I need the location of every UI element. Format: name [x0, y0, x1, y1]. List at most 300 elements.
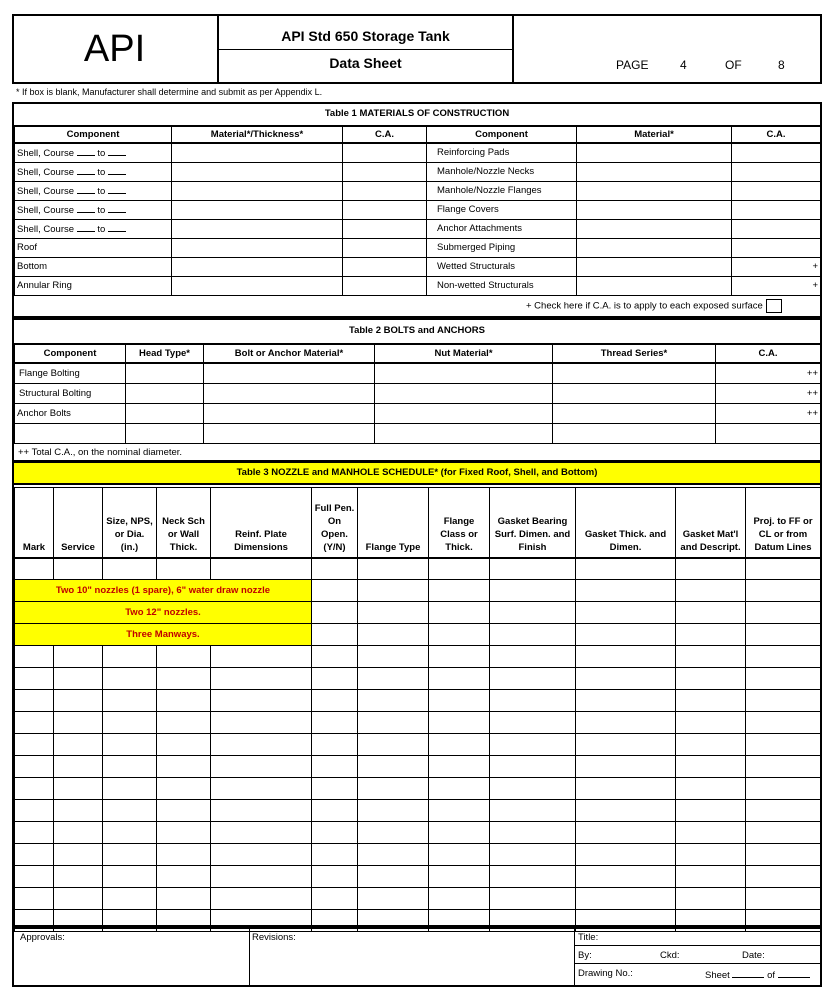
input-cell[interactable] — [490, 602, 576, 624]
input-cell[interactable] — [211, 844, 312, 866]
input-cell[interactable] — [312, 822, 358, 844]
input-cell[interactable] — [676, 844, 746, 866]
input-cell[interactable] — [746, 580, 821, 602]
nozzle-schedule-table — [14, 487, 821, 932]
input-cell[interactable] — [312, 756, 358, 778]
input-cell[interactable] — [676, 822, 746, 844]
table-row — [15, 624, 821, 646]
plus-mark[interactable]: + — [732, 257, 821, 276]
input-cell[interactable] — [553, 423, 716, 443]
input-cell[interactable] — [732, 143, 821, 162]
input-cell[interactable] — [746, 756, 821, 778]
plusplus-mark[interactable]: ++ — [716, 403, 821, 423]
input-cell[interactable] — [429, 888, 490, 910]
ca-checkbox[interactable] — [766, 299, 782, 313]
sheet-field — [705, 968, 810, 981]
row-label: Anchor Attachments — [427, 219, 577, 238]
input-cell[interactable] — [312, 602, 358, 624]
input-cell[interactable] — [211, 668, 312, 690]
input-cell[interactable] — [676, 712, 746, 734]
input-cell[interactable] — [172, 143, 343, 162]
input-cell[interactable] — [103, 558, 157, 580]
date-label: Date: — [742, 950, 765, 961]
input-cell[interactable] — [358, 822, 429, 844]
input-cell[interactable] — [157, 668, 211, 690]
input-cell[interactable] — [15, 778, 54, 800]
ckd-label: Ckd: — [660, 950, 680, 961]
input-cell[interactable] — [211, 866, 312, 888]
input-cell[interactable] — [15, 646, 54, 668]
input-cell[interactable] — [746, 778, 821, 800]
input-cell[interactable] — [312, 778, 358, 800]
input-cell[interactable] — [15, 712, 54, 734]
input-cell[interactable] — [157, 756, 211, 778]
input-cell[interactable] — [490, 558, 576, 580]
col-projection: Proj. to FF or CL or from Datum Lines — [746, 488, 821, 558]
col-thread-series: Thread Series* — [553, 344, 716, 363]
input-cell[interactable] — [15, 423, 126, 443]
input-cell[interactable] — [490, 822, 576, 844]
table1-title: Table 1 MATERIALS OF CONSTRUCTION — [324, 108, 510, 119]
input-cell[interactable] — [211, 822, 312, 844]
of-label: of — [767, 970, 776, 981]
input-cell[interactable] — [172, 238, 343, 257]
input-cell[interactable] — [204, 423, 375, 443]
sheet-title-line1: API Std 650 Storage Tank — [281, 28, 450, 44]
input-cell[interactable] — [54, 822, 103, 844]
input-cell[interactable] — [15, 800, 54, 822]
input-cell[interactable] — [343, 276, 427, 295]
input-cell[interactable] — [490, 778, 576, 800]
col-gasket-matl: Gasket Mat'l and Descript. — [676, 488, 746, 558]
input-cell[interactable] — [576, 756, 676, 778]
input-cell[interactable] — [103, 822, 157, 844]
input-cell[interactable] — [746, 558, 821, 580]
input-cell[interactable] — [429, 844, 490, 866]
input-cell[interactable] — [490, 866, 576, 888]
input-cell[interactable] — [746, 844, 821, 866]
input-cell[interactable] — [576, 844, 676, 866]
input-cell[interactable] — [54, 668, 103, 690]
row-label: Shell, Course to — [15, 219, 172, 238]
input-cell[interactable] — [358, 712, 429, 734]
input-cell[interactable] — [157, 844, 211, 866]
input-cell[interactable] — [746, 690, 821, 712]
input-cell[interactable] — [103, 646, 157, 668]
footer-divider — [574, 927, 575, 987]
input-cell[interactable] — [429, 734, 490, 756]
input-cell[interactable] — [358, 866, 429, 888]
input-cell[interactable] — [211, 800, 312, 822]
table-row — [15, 800, 821, 822]
input-cell[interactable] — [490, 800, 576, 822]
input-cell[interactable] — [211, 690, 312, 712]
col-gasket-bearing: Gasket Bearing Surf. Dimen. and Finish — [490, 488, 576, 558]
input-cell[interactable] — [103, 844, 157, 866]
input-cell[interactable] — [375, 403, 553, 423]
table2-footnote: ++ Total C.A., on the nominal diameter. — [18, 447, 183, 458]
input-cell[interactable] — [676, 602, 746, 624]
input-cell[interactable] — [429, 602, 490, 624]
input-cell[interactable] — [429, 756, 490, 778]
table3-title — [14, 463, 820, 485]
input-cell[interactable] — [358, 778, 429, 800]
input-cell[interactable] — [576, 712, 676, 734]
col-material-right: Material* — [577, 126, 732, 143]
nozzle-note: Two 10" nozzles (1 spare), 6" water draw nozzle — [15, 580, 312, 602]
input-cell[interactable] — [157, 800, 211, 822]
input-cell[interactable] — [126, 363, 204, 383]
input-cell[interactable] — [54, 778, 103, 800]
input-cell[interactable] — [126, 383, 204, 403]
row-label: Roof — [15, 238, 172, 257]
input-cell[interactable] — [553, 363, 716, 383]
input-cell[interactable] — [732, 181, 821, 200]
input-cell[interactable] — [343, 181, 427, 200]
input-cell[interactable] — [732, 219, 821, 238]
input-cell[interactable] — [157, 778, 211, 800]
input-cell[interactable] — [490, 624, 576, 646]
input-cell[interactable] — [358, 800, 429, 822]
input-cell[interactable] — [15, 734, 54, 756]
page-number: 4 — [680, 58, 687, 72]
input-cell[interactable] — [676, 558, 746, 580]
input-cell[interactable] — [577, 238, 732, 257]
input-cell[interactable] — [732, 238, 821, 257]
input-cell[interactable] — [54, 844, 103, 866]
input-cell[interactable] — [211, 646, 312, 668]
input-cell[interactable] — [576, 646, 676, 668]
input-cell[interactable] — [54, 690, 103, 712]
input-cell[interactable] — [343, 162, 427, 181]
input-cell[interactable] — [358, 668, 429, 690]
input-cell[interactable] — [358, 756, 429, 778]
row-label: Shell, Course to — [15, 181, 172, 200]
input-cell[interactable] — [172, 162, 343, 181]
input-cell[interactable] — [157, 822, 211, 844]
input-cell[interactable] — [429, 624, 490, 646]
input-cell[interactable] — [576, 734, 676, 756]
input-cell[interactable] — [576, 888, 676, 910]
input-cell[interactable] — [343, 200, 427, 219]
row-label: Shell, Course to — [15, 162, 172, 181]
sheet-title-line2: Data Sheet — [329, 55, 402, 71]
input-cell[interactable] — [676, 646, 746, 668]
input-cell[interactable] — [15, 866, 54, 888]
input-cell[interactable] — [312, 668, 358, 690]
input-cell[interactable] — [157, 888, 211, 910]
input-cell[interactable] — [103, 888, 157, 910]
input-cell[interactable] — [172, 200, 343, 219]
input-cell[interactable] — [211, 712, 312, 734]
input-cell[interactable] — [553, 403, 716, 423]
input-cell[interactable] — [15, 668, 54, 690]
approvals-label: Approvals: — [20, 932, 65, 943]
input-cell[interactable] — [312, 800, 358, 822]
input-cell[interactable] — [490, 580, 576, 602]
col-material-thickness: Material*/Thickness* — [172, 126, 343, 143]
input-cell[interactable] — [312, 624, 358, 646]
sheet-blank[interactable] — [732, 968, 764, 978]
input-cell[interactable] — [577, 276, 732, 295]
input-cell[interactable] — [429, 558, 490, 580]
input-cell[interactable] — [103, 690, 157, 712]
input-cell[interactable] — [429, 822, 490, 844]
col-ca: C.A. — [716, 344, 821, 363]
input-cell[interactable] — [358, 602, 429, 624]
input-cell[interactable] — [54, 558, 103, 580]
title-separator — [219, 49, 512, 50]
input-cell[interactable] — [157, 646, 211, 668]
input-cell[interactable] — [172, 181, 343, 200]
input-cell[interactable] — [732, 162, 821, 181]
col-nut-material: Nut Material* — [375, 344, 553, 363]
input-cell[interactable] — [429, 690, 490, 712]
row-label: Annular Ring — [15, 276, 172, 295]
input-cell[interactable] — [343, 257, 427, 276]
input-cell[interactable] — [553, 383, 716, 403]
input-cell[interactable] — [312, 866, 358, 888]
input-cell[interactable] — [157, 558, 211, 580]
input-cell[interactable] — [358, 558, 429, 580]
table-row — [15, 712, 821, 734]
table-row — [15, 646, 821, 668]
input-cell[interactable] — [490, 690, 576, 712]
input-cell[interactable] — [15, 690, 54, 712]
input-cell[interactable] — [103, 866, 157, 888]
input-cell[interactable] — [172, 219, 343, 238]
row-label: Manhole/Nozzle Necks — [427, 162, 577, 181]
input-cell[interactable] — [676, 756, 746, 778]
input-cell[interactable] — [358, 690, 429, 712]
table2-title: Table 2 BOLTS and ANCHORS — [348, 325, 485, 336]
input-cell[interactable] — [126, 423, 204, 443]
input-cell[interactable] — [576, 778, 676, 800]
input-cell[interactable] — [358, 844, 429, 866]
input-cell[interactable] — [676, 624, 746, 646]
table-row — [15, 756, 821, 778]
input-cell[interactable] — [157, 866, 211, 888]
input-cell[interactable] — [157, 690, 211, 712]
col-gasket-thick: Gasket Thick. and Dimen. — [576, 488, 676, 558]
input-cell[interactable] — [746, 888, 821, 910]
col-ca: C.A. — [343, 126, 427, 143]
input-cell[interactable] — [576, 624, 676, 646]
input-cell[interactable] — [746, 602, 821, 624]
input-cell[interactable] — [54, 712, 103, 734]
input-cell[interactable] — [312, 690, 358, 712]
input-cell[interactable] — [126, 403, 204, 423]
plus-mark[interactable]: + — [732, 276, 821, 295]
input-cell[interactable] — [15, 822, 54, 844]
table-row — [15, 668, 821, 690]
row-label: Bottom — [15, 257, 172, 276]
input-cell[interactable] — [676, 580, 746, 602]
input-cell[interactable] — [343, 143, 427, 162]
input-cell[interactable] — [576, 668, 676, 690]
input-cell[interactable] — [429, 778, 490, 800]
row-label: Reinforcing Pads — [427, 143, 577, 162]
input-cell[interactable] — [15, 756, 54, 778]
input-cell[interactable] — [312, 558, 358, 580]
input-cell[interactable] — [716, 423, 821, 443]
input-cell[interactable] — [577, 181, 732, 200]
input-cell[interactable] — [576, 602, 676, 624]
input-cell[interactable] — [429, 712, 490, 734]
row-label: Manhole/Nozzle Flanges — [427, 181, 577, 200]
input-cell[interactable] — [746, 800, 821, 822]
input-cell[interactable] — [172, 257, 343, 276]
input-cell[interactable] — [577, 257, 732, 276]
input-cell[interactable] — [103, 734, 157, 756]
by-label: By: — [578, 950, 592, 961]
col-reinf-plate: Reinf. Plate Dimensions — [211, 488, 312, 558]
input-cell[interactable] — [490, 888, 576, 910]
row-label: Submerged Piping — [427, 238, 577, 257]
input-cell[interactable] — [576, 690, 676, 712]
col-head-type: Head Type* — [126, 344, 204, 363]
input-cell[interactable] — [676, 734, 746, 756]
table-row — [15, 734, 821, 756]
input-cell[interactable] — [211, 888, 312, 910]
input-cell[interactable] — [15, 844, 54, 866]
col-component: Component — [15, 126, 172, 143]
input-cell[interactable] — [211, 734, 312, 756]
table-row — [15, 888, 821, 910]
row-label: Structural Bolting — [15, 383, 126, 403]
input-cell[interactable] — [576, 822, 676, 844]
input-cell[interactable] — [312, 734, 358, 756]
input-cell[interactable] — [746, 822, 821, 844]
input-cell[interactable] — [577, 162, 732, 181]
input-cell[interactable] — [211, 558, 312, 580]
input-cell[interactable] — [343, 219, 427, 238]
of-label: OF — [725, 58, 742, 72]
input-cell[interactable] — [375, 423, 553, 443]
input-cell[interactable] — [676, 668, 746, 690]
input-cell[interactable] — [15, 888, 54, 910]
input-cell[interactable] — [576, 558, 676, 580]
input-cell[interactable] — [204, 363, 375, 383]
input-cell[interactable] — [577, 219, 732, 238]
input-cell[interactable] — [54, 800, 103, 822]
input-cell[interactable] — [54, 888, 103, 910]
input-cell[interactable] — [746, 624, 821, 646]
input-cell[interactable] — [676, 778, 746, 800]
input-cell[interactable] — [490, 756, 576, 778]
input-cell[interactable] — [211, 756, 312, 778]
input-cell[interactable] — [15, 558, 54, 580]
input-cell[interactable] — [358, 888, 429, 910]
input-cell[interactable] — [54, 646, 103, 668]
input-cell[interactable] — [490, 668, 576, 690]
input-cell[interactable] — [157, 712, 211, 734]
input-cell[interactable] — [429, 580, 490, 602]
input-cell[interactable] — [676, 800, 746, 822]
input-cell[interactable] — [429, 646, 490, 668]
input-cell[interactable] — [358, 580, 429, 602]
input-cell[interactable] — [576, 580, 676, 602]
input-cell[interactable] — [576, 800, 676, 822]
input-cell[interactable] — [746, 866, 821, 888]
input-cell[interactable] — [746, 734, 821, 756]
input-cell[interactable] — [103, 800, 157, 822]
plusplus-mark[interactable]: ++ — [716, 363, 821, 383]
input-cell[interactable] — [204, 403, 375, 423]
input-cell[interactable] — [490, 844, 576, 866]
plusplus-mark[interactable]: ++ — [716, 383, 821, 403]
input-cell[interactable] — [576, 866, 676, 888]
input-cell[interactable] — [54, 866, 103, 888]
input-cell[interactable] — [746, 712, 821, 734]
input-cell[interactable] — [676, 690, 746, 712]
input-cell[interactable] — [157, 734, 211, 756]
input-cell[interactable] — [312, 844, 358, 866]
of-blank[interactable] — [778, 968, 810, 978]
input-cell[interactable] — [312, 888, 358, 910]
input-cell[interactable] — [429, 866, 490, 888]
header-divider — [512, 14, 514, 84]
input-cell[interactable] — [103, 778, 157, 800]
input-cell[interactable] — [490, 734, 576, 756]
input-cell[interactable] — [54, 734, 103, 756]
input-cell[interactable] — [312, 712, 358, 734]
input-cell[interactable] — [746, 668, 821, 690]
input-cell[interactable] — [54, 756, 103, 778]
input-cell[interactable] — [103, 756, 157, 778]
materials-table — [14, 125, 821, 296]
input-cell[interactable] — [429, 668, 490, 690]
input-cell[interactable] — [312, 580, 358, 602]
input-cell[interactable] — [676, 888, 746, 910]
input-cell[interactable] — [343, 238, 427, 257]
input-cell[interactable] — [490, 646, 576, 668]
input-cell[interactable] — [172, 276, 343, 295]
table-row — [15, 844, 821, 866]
input-cell[interactable] — [676, 866, 746, 888]
input-cell[interactable] — [732, 200, 821, 219]
input-cell[interactable] — [375, 383, 553, 403]
check-note: + Check here if C.A. is to apply to each exposed surface — [526, 300, 763, 312]
title-label: Title: — [578, 932, 599, 943]
input-cell[interactable] — [490, 712, 576, 734]
footer-line — [574, 945, 822, 946]
input-cell[interactable] — [577, 200, 732, 219]
drawing-no-label: Drawing No.: — [578, 968, 633, 979]
input-cell[interactable] — [358, 624, 429, 646]
page-label: PAGE — [616, 58, 649, 72]
input-cell[interactable] — [103, 712, 157, 734]
input-cell[interactable] — [577, 143, 732, 162]
table-row — [15, 822, 821, 844]
col-component-right: Component — [427, 126, 577, 143]
api-logo: API — [83, 28, 146, 70]
input-cell[interactable] — [312, 646, 358, 668]
col-bolt-material: Bolt or Anchor Material* — [204, 344, 375, 363]
page-total: 8 — [778, 58, 785, 72]
input-cell[interactable] — [358, 734, 429, 756]
row-label: Flange Covers — [427, 200, 577, 219]
input-cell[interactable] — [211, 778, 312, 800]
col-mark: Mark — [15, 488, 54, 558]
input-cell[interactable] — [358, 646, 429, 668]
input-cell[interactable] — [204, 383, 375, 403]
input-cell[interactable] — [429, 800, 490, 822]
input-cell[interactable] — [375, 363, 553, 383]
input-cell[interactable] — [103, 668, 157, 690]
input-cell[interactable] — [746, 646, 821, 668]
table-row — [15, 602, 821, 624]
